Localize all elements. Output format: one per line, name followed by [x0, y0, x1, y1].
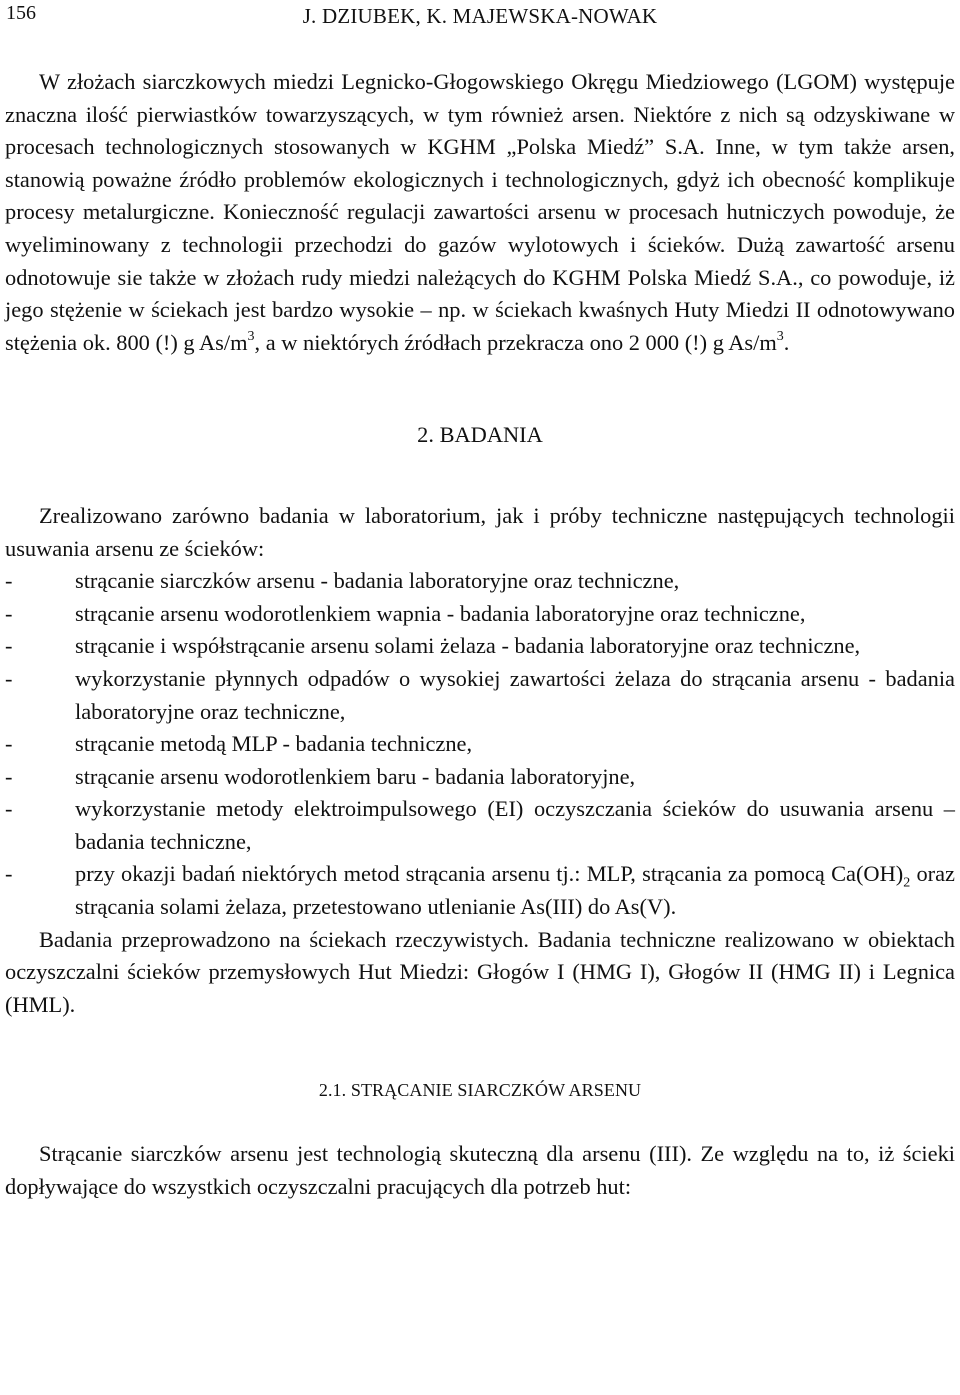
list-item [5, 761, 955, 794]
list-item-text: strącanie arsenu wodorotlenkiem wapnia - badania laboratoryjne oraz techniczne, [75, 600, 806, 626]
bullet-dash: - [5, 600, 13, 626]
superscript-2: 3 [776, 329, 784, 345]
list-item [5, 630, 955, 663]
methods-list [5, 565, 955, 924]
list-item-text: strącanie siarczków arsenu - badania laboratoryjne oraz techniczne, [75, 568, 680, 594]
page-number: 156 [6, 2, 36, 24]
bullet-dash: - [5, 568, 13, 594]
intro-text-mid: , a w niektórych źródłach przekracza ono 2 000 (!) g As/m [254, 329, 777, 355]
bullet-dash: - [5, 796, 13, 822]
subsection-title: 2.1. STRĄCANIE SIARCZKÓW ARSENU [318, 1080, 642, 1101]
list-item-text: wykorzystanie płynnych odpadów o wysokiej zawartości żelaza do strącania arsenu - badania laboratoryjne oraz techniczne, [75, 665, 955, 724]
list-item-text-before: przy okazji badań niektórych metod strącania arsenu tj.: MLP, strącania za pomocą Ca(OH) [75, 861, 904, 887]
list-item [5, 858, 955, 923]
bullet-dash: - [5, 633, 13, 659]
bullet-dash: - [5, 861, 13, 887]
bullet-dash: - [5, 763, 13, 789]
closing-paragraph: Badania przeprowadzono na ściekach rzeczywistych. Badania techniczne realizowano w obiektach oczyszczalni ścieków przemysłowych Hut Miedzi: Głogów I (HMG I), Głogów II (HMG II) i Legnica (HML). [5, 926, 955, 1017]
section-intro-paragraph: Zrealizowano zarówno badania w laboratorium, jak i próby techniczne następujących technologii usuwania arsenu ze ścieków: [5, 502, 955, 561]
superscript-1: 3 [247, 329, 255, 345]
list-item [5, 793, 955, 858]
bullet-dash: - [5, 665, 13, 691]
bullet-dash: - [5, 731, 13, 757]
intro-text-end: . [783, 329, 790, 355]
list-item-text: strącanie i współstrącanie arsenu solami żelaza - badania laboratoryjne oraz techniczne, [75, 633, 861, 659]
subscript: 2 [903, 875, 911, 891]
list-item-text: strącanie metodą MLP - badania techniczne, [75, 731, 473, 757]
section-title: 2. BADANIA [417, 422, 543, 448]
intro-paragraph [5, 66, 955, 359]
list-item [5, 598, 955, 631]
list-item [5, 663, 955, 728]
intro-text-main: W złożach siarczkowych miedzi Legnicko-Głogowskiego Okręgu Miedziowego (LGOM) występuje znaczna ilość pierwiastków towarzyszących, w tym również arsen. Niektóre z nich są odzyskiwane w procesach technologicznych stosowanych w KGHM „Polska Miedź” S.A. Inne, w tym także arsen, stanowią poważne źródło problemów ekologicznych i technologicznych, gdyż ich obecność komplikuje procesy metalurgiczne. Konieczność regulacji zawartości arsenu w procesach hutniczych powoduje, że wyeliminowany z technologii przechodzi do gazów wylotowych i ścieków. Dużą zawartość arsenu odnotowuje sie także w złożach rudy miedzi należących do KGHM Polska Miedź S.A., co powoduje, iż jego stężenie w ściekach jest bardzo wysokie – np. w ściekach kwaśnych Huty Miedzi II odnotowywano stężenia ok. 800 (!) g As/m [5, 69, 955, 355]
list-item [5, 728, 955, 761]
list-item [5, 565, 955, 598]
list-item-text-after: oraz strącania solami żelaza, przetestowano utlenianie As(III) do As(V). [75, 861, 955, 920]
running-header: J. DZIUBEK, K. MAJEWSKA-NOWAK [302, 4, 658, 28]
subsection-paragraph: Strącanie siarczków arsenu jest technologią skuteczną dla arsenu (III). Ze względu na to, iż ścieki dopływające do wszystkich oczyszczalni pracujących dla potrzeb hut: [5, 1141, 955, 1200]
list-item-text: strącanie arsenu wodorotlenkiem baru - badania laboratoryjne, [75, 763, 636, 789]
page-body [5, 66, 955, 1204]
list-item-text: wykorzystanie metody elektroimpulsowego (EI) oczyszczania ścieków do usuwania arsenu – badania techniczne, [75, 796, 955, 854]
